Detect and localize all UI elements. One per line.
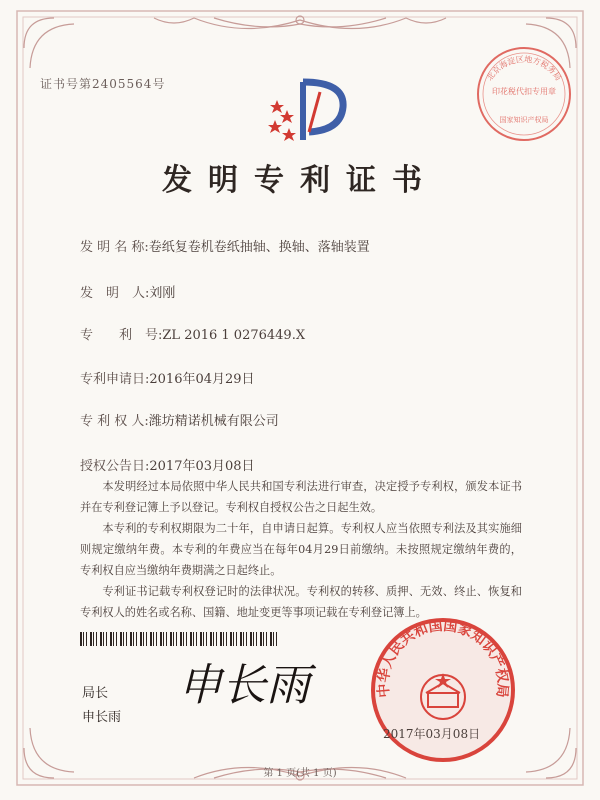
field-patent-number <box>80 324 305 343</box>
field-label: 发 明 名 称: <box>80 240 149 255</box>
certificate-number: 证书号第2405564号 <box>40 77 166 91</box>
body-paragraph-1: 本发明经过本局依照中华人民共和国专利法进行审查，决定授予专利权，颁发本证书并在专利登记簿上予以登记。专利权自授权公告之日起生效。 <box>80 480 522 514</box>
field-grant-date <box>80 455 255 474</box>
barcode-bar <box>146 632 147 646</box>
body-paragraph-3: 专利证书记载专利权登记时的法律状况。专利权的转移、质押、无效、终止、恢复和专利权人的姓名或名称、国籍、地址变更等事项记载在专利登记簿上。 <box>80 585 522 619</box>
barcode-bar <box>166 632 167 646</box>
barcode-bar <box>130 632 132 646</box>
agent-stamp-inner: 印花税代扣专用章 <box>492 87 556 96</box>
barcode-bar <box>113 632 114 646</box>
barcode-bar <box>160 632 162 646</box>
body-paragraph-2: 本专利的专利权期限为二十年，自申请日起算。专利权人应当依照专利法及其实施细则规定缴纳年费。本专利的年费应当在每年04月29日前缴纳。未按照规定缴纳年费的，专利权自应当缴纳年费期满之日起终止。 <box>80 522 522 577</box>
certificate-title: 发明专利证书 <box>162 163 438 198</box>
barcode-bar <box>103 632 104 646</box>
agent-stamp <box>468 38 580 150</box>
field-label: 专 利 号: <box>80 328 163 343</box>
field-label: 发 明 人: <box>80 286 150 301</box>
field-application-date <box>80 368 255 387</box>
agent-stamp-text: 北京海淀区地方税务局 <box>485 54 563 83</box>
certificate-body <box>80 476 522 623</box>
field-label: 专利申请日: <box>80 372 150 387</box>
field-value: 2016年04月29日 <box>149 372 255 387</box>
field-value: 潍坊精诺机械有限公司 <box>148 414 279 429</box>
barcode-bar <box>156 632 157 646</box>
barcode-bar <box>163 632 164 646</box>
field-value: 卷纸复卷机卷纸抽轴、换轴、落轴装置 <box>148 240 370 255</box>
official-seal <box>368 615 518 765</box>
barcode-bar <box>136 632 137 646</box>
barcode-bar <box>86 632 87 646</box>
field-patentee <box>80 410 279 429</box>
barcode-bar <box>123 632 124 646</box>
barcode-bar <box>100 632 102 646</box>
field-label: 专 利 权 人: <box>80 414 149 429</box>
barcode-bar <box>116 632 117 646</box>
patent-office-emblem-icon <box>265 62 360 152</box>
barcode-bar <box>106 632 107 646</box>
barcode-bar <box>143 632 144 646</box>
agent-stamp-bottom: 国家知识产权局 <box>499 116 549 124</box>
barcode-bar <box>120 632 122 646</box>
field-value: 刘刚 <box>149 286 176 301</box>
director-name: 申长雨 <box>82 710 122 725</box>
signature-handwriting: 申长雨 <box>178 660 310 711</box>
director-title: 局长 <box>82 686 109 701</box>
page-footer: 第 1 页(共 1 页) <box>263 768 337 779</box>
seal-text: 中华人民共和国国家知识产权局 <box>375 617 511 699</box>
field-invention-name <box>80 236 370 255</box>
field-value: 2017年03月08日 <box>149 459 255 474</box>
barcode-bar <box>126 632 127 646</box>
field-value: ZL 2016 1 0276449.X <box>162 328 306 343</box>
barcode-bar <box>93 632 94 646</box>
director-signature <box>170 640 320 720</box>
field-inventor <box>80 282 175 301</box>
barcode-bar <box>140 632 142 646</box>
barcode-bar <box>90 632 92 646</box>
barcode-bar <box>83 632 84 646</box>
barcode-bar <box>150 632 152 646</box>
barcode-bar <box>96 632 97 646</box>
field-label: 授权公告日: <box>80 459 150 474</box>
barcode-bar <box>110 632 112 646</box>
barcode-bar <box>153 632 154 646</box>
barcode-bar <box>80 632 82 646</box>
barcode-bar <box>133 632 134 646</box>
seal-date: 2017年03月08日 <box>383 727 481 741</box>
